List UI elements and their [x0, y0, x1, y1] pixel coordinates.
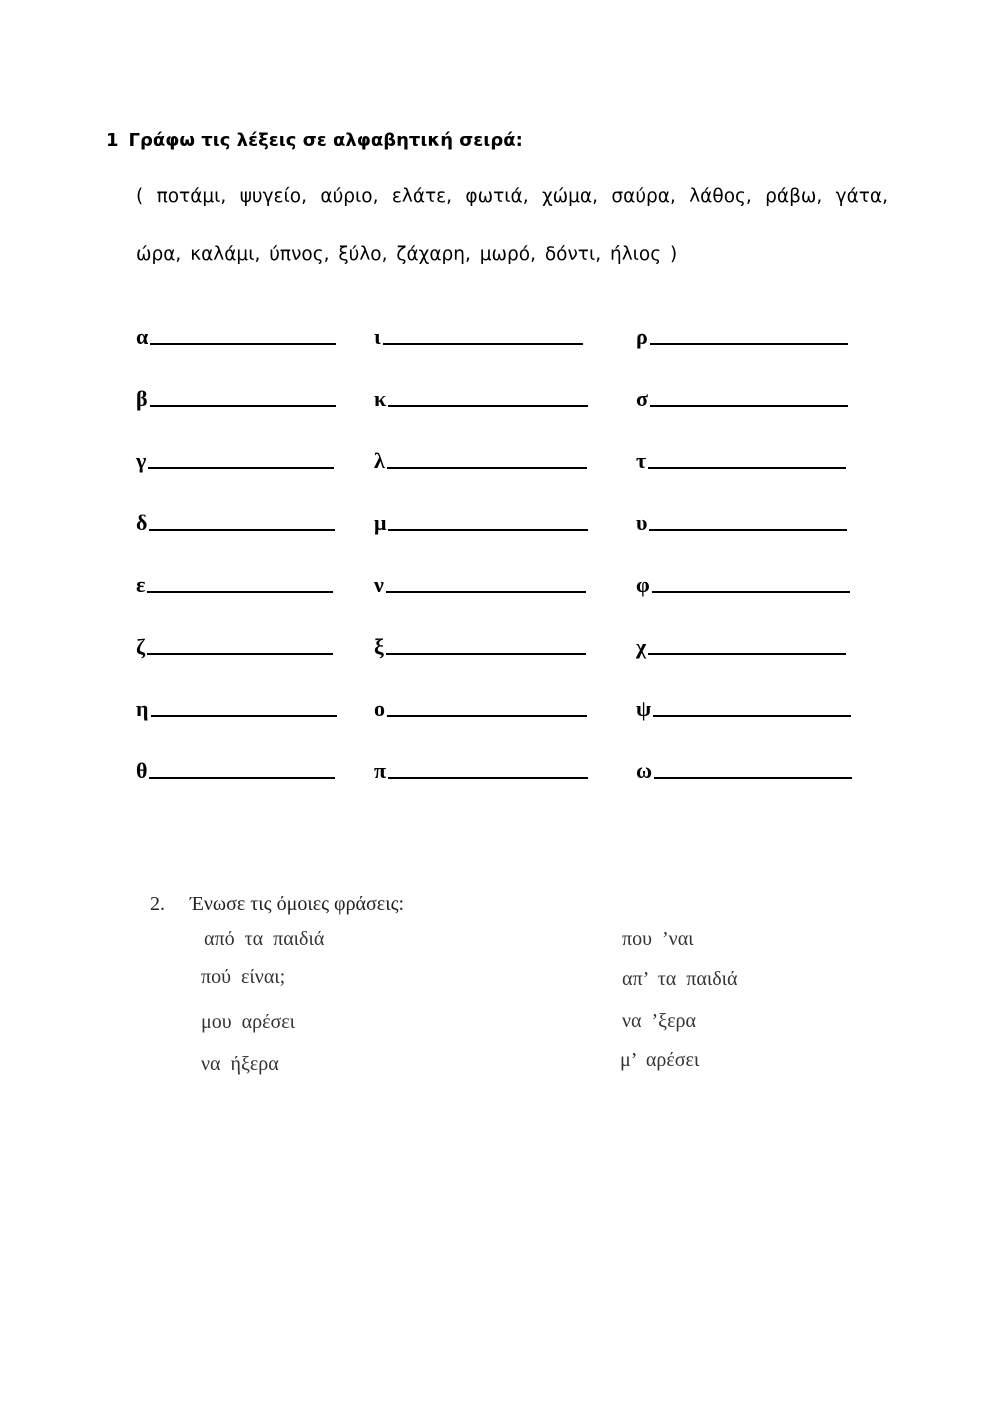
answer-blank-line[interactable] — [388, 405, 588, 407]
exercise-1-instruction: Γράφω τις λέξεις σε αλφαβητική σειρά: — [128, 130, 523, 151]
letter-answer-field — [636, 690, 851, 720]
answer-blank-line[interactable] — [387, 467, 587, 469]
right-phrase: να ’ξερα — [622, 1010, 696, 1032]
letter-label: ι — [374, 324, 381, 349]
word-list-line-2: ώρα, καλάμι, ύπνος, ξύλο, ζάχαρη, μωρό, δόντι, ήλιος ) — [136, 244, 678, 265]
left-phrase: μου αρέσει — [201, 1011, 296, 1033]
letter-label: β — [136, 386, 148, 411]
letter-answer-field — [136, 318, 336, 348]
letter-answer-field — [374, 566, 586, 596]
answer-blank-line[interactable] — [388, 777, 588, 779]
word-list-line-1: ( ποτάμι, ψυγείο, αύριο, ελάτε, φωτιά, χώμα, σαύρα, λάθος, ράβω, γάτα, — [136, 186, 888, 207]
answer-blank-line[interactable] — [149, 529, 335, 531]
letter-label: μ — [374, 510, 387, 535]
answer-blank-line[interactable] — [147, 591, 333, 593]
letter-label: ζ — [136, 634, 146, 659]
letter-answer-field — [136, 442, 334, 472]
exercise-1-title — [106, 130, 523, 151]
letter-label: ψ — [636, 696, 652, 721]
answer-blank-line[interactable] — [388, 529, 588, 531]
letter-label: γ — [136, 448, 147, 473]
letter-answer-field — [136, 690, 337, 720]
letter-label: θ — [136, 758, 148, 783]
letter-answer-field — [636, 380, 848, 410]
answer-blank-line[interactable] — [386, 653, 586, 655]
letter-label: ε — [136, 572, 146, 597]
letter-answer-field — [636, 628, 846, 658]
letter-label: σ — [636, 386, 648, 411]
letter-label: ω — [636, 758, 653, 783]
letter-answer-field — [374, 752, 588, 782]
letter-answer-field — [136, 566, 333, 596]
answer-blank-line[interactable] — [387, 715, 587, 717]
letter-answer-field — [374, 442, 587, 472]
left-phrase: από τα παιδιά — [204, 928, 325, 950]
letter-label: η — [136, 696, 149, 721]
right-phrase: που ’ναι — [622, 928, 694, 950]
letter-label: π — [374, 758, 387, 783]
letter-label: ρ — [636, 324, 648, 349]
answer-blank-line[interactable] — [650, 405, 848, 407]
letter-answer-field — [374, 504, 588, 534]
letter-label: ο — [374, 696, 385, 721]
exercise-2-title — [150, 893, 404, 916]
letter-label: ν — [374, 572, 384, 597]
letter-label: ξ — [374, 634, 384, 659]
answer-blank-line[interactable] — [652, 591, 850, 593]
letter-label: χ — [636, 634, 647, 659]
answer-blank-line[interactable] — [151, 715, 337, 717]
letter-answer-field — [636, 504, 847, 534]
letter-label: τ — [636, 448, 647, 473]
letter-answer-field — [374, 690, 587, 720]
exercise-1-number: 1 — [106, 130, 119, 151]
answer-blank-line[interactable] — [150, 343, 336, 345]
answer-blank-line[interactable] — [147, 653, 333, 655]
letter-answer-field — [636, 442, 846, 472]
answer-blank-line[interactable] — [383, 343, 583, 345]
letter-answer-field — [136, 380, 336, 410]
answer-blank-line[interactable] — [649, 529, 847, 531]
letter-answer-field — [374, 380, 588, 410]
letter-answer-field — [374, 318, 583, 348]
answer-blank-line[interactable] — [150, 405, 336, 407]
letter-answer-field — [136, 504, 335, 534]
letter-label: φ — [636, 572, 650, 597]
answer-blank-line[interactable] — [148, 467, 334, 469]
exercise-2-number: 2. — [150, 893, 165, 915]
letter-answer-field — [136, 752, 335, 782]
letter-label: υ — [636, 510, 648, 535]
left-phrase: πού είναι; — [201, 966, 286, 988]
right-phrase: απ’ τα παιδιά — [622, 968, 738, 990]
left-phrase: να ήξερα — [201, 1053, 279, 1075]
letter-label: λ — [374, 448, 385, 473]
letter-answer-field — [136, 628, 333, 658]
exercise-2-instruction: Ένωσε τις όμοιες φράσεις: — [190, 893, 405, 915]
letter-answer-field — [374, 628, 586, 658]
answer-blank-line[interactable] — [149, 777, 335, 779]
letter-label: δ — [136, 510, 148, 535]
answer-blank-line[interactable] — [653, 715, 851, 717]
letter-label: κ — [374, 386, 387, 411]
answer-blank-line[interactable] — [648, 653, 846, 655]
right-phrase: μ’ αρέσει — [620, 1049, 700, 1071]
letter-answer-field — [636, 752, 852, 782]
letter-answer-field — [636, 318, 848, 348]
answer-blank-line[interactable] — [654, 777, 852, 779]
letter-label: α — [136, 324, 149, 349]
answer-blank-line[interactable] — [650, 343, 848, 345]
letter-answer-field — [636, 566, 850, 596]
answer-blank-line[interactable] — [386, 591, 586, 593]
answer-blank-line[interactable] — [648, 467, 846, 469]
